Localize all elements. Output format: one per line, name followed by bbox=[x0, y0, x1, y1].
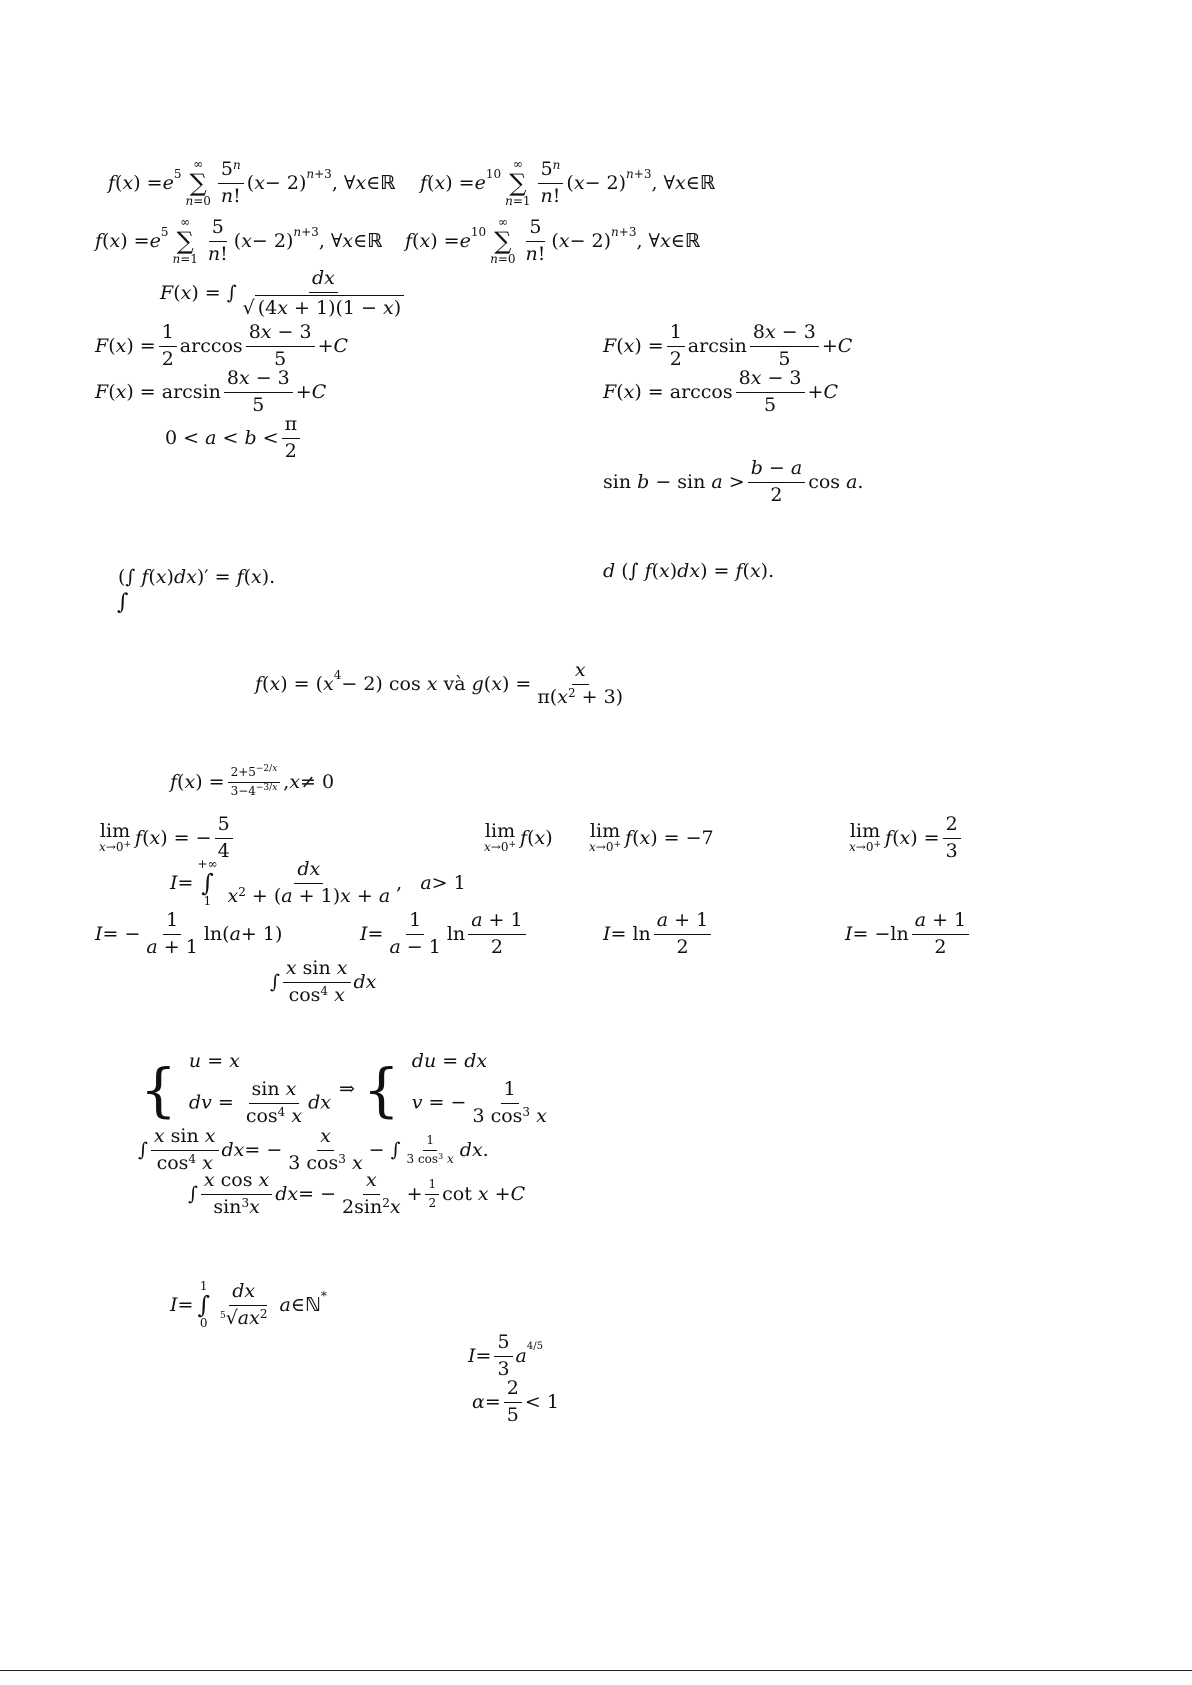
equation-l8b: d (∫ f ( x ) dx ) = f ( x ). bbox=[603, 560, 775, 582]
equation-l12: I = +∞ ∫ 1 $\frac{dx}{x^2 + (a + 1)x + a}$ , a > 1 bbox=[170, 857, 466, 909]
equation-l4b: F ( x ) = $\frac{1}{2}$ arcsin $\frac{8x - 3}{5}$ + C bbox=[603, 321, 853, 370]
equation-l1b: f ( x ) = e 10 ∞ ∑ n=1 $\frac{5^n}{n!}$ ( x − 2) n+3 , ∀ x ∈ ℝ bbox=[420, 157, 716, 209]
equation-l4a: F ( x ) = $\frac{1}{2}$ arccos $\frac{8x - 3}{5}$ + C bbox=[95, 321, 349, 370]
equation-l16: ∫ $\frac{\text{x sin x}}{\cos^4 x}$ dx = − $\frac{x}{3 \cos^3 x}$ − ∫ $\frac{1}{3 \cos^3 x}$ dx . bbox=[138, 1125, 489, 1174]
equation-l2a: f ( x ) = e 5 ∞ ∑ n=1 $\frac{5}{n!}$ ( x − 2) n+3 , ∀ x ∈ ℝ bbox=[95, 215, 383, 267]
equation-l10: f ( x ) = $\frac{2+5^{-2/x}}{3-4^{-3/x}}$ , x ≠ 0 bbox=[170, 764, 335, 798]
equation-l13d: I = −ln $\frac{a + 1}{2}$ bbox=[845, 910, 972, 959]
equation-l14: ∫ $\frac{\text{x sin x}}{\cos^4 x}$ dx bbox=[270, 957, 377, 1006]
equation-l8a: (∫ f ( x ) dx )′ = f ( x ). bbox=[118, 566, 276, 588]
equation-l11a: lim x→0+ f ( x ) = − $\frac{5}{4}$ bbox=[95, 814, 236, 863]
equation-l5b: F ( x ) = arccos $\frac{8x - 3}{5}$ + C bbox=[603, 367, 838, 416]
equation-l11d: lim x→0+ f ( x ) = $\frac{2}{3}$ bbox=[845, 814, 964, 863]
integral-sign-stray: ∫ bbox=[117, 590, 129, 615]
equation-l19: I = $\frac{5}{3}$ a 4/5 bbox=[468, 1331, 543, 1380]
equation-l20: α = $\frac{2}{5}$ < 1 bbox=[472, 1377, 559, 1426]
equation-l13b: I = $\frac{1}{a - 1}$ ln $\frac{a + 1}{2}$ bbox=[360, 910, 529, 959]
equation-l15: { u = x dv = $\frac{\text{sin x}}{\cos^4 x}$ dx ⇒ { du = dx v = − $\frac{1}{3 \cos^3 x}$ bbox=[140, 1050, 547, 1127]
page-bottom-rule bbox=[0, 1670, 1192, 1671]
equation-l11c: lim x→0+ f ( x ) = −7 bbox=[589, 820, 714, 854]
equation-l5a: F ( x ) = arcsin $\frac{8x - 3}{5}$ + C bbox=[95, 367, 327, 416]
equation-l13c: I = ln $\frac{a + 1}{2}$ bbox=[603, 910, 714, 959]
equation-l6: 0 < a < b < $\frac{\pi}{2}$ bbox=[165, 414, 303, 463]
equation-l11b: lim x→0+ f ( x ) bbox=[484, 820, 553, 854]
equation-l17: ∫ $\frac{\text{x cos x}}{\sin^3x}$ dx = − $\frac{x}{2\sin^2x}$ + $\frac{1}{2}$ cot x + C bbox=[188, 1169, 526, 1218]
equation-l18: I = 1 ∫ 0 $\frac{dx}{^5√ax^2}$ a ∈ ℕ * bbox=[170, 1279, 327, 1331]
equation-l9: f ( x ) = ( x 4 − 2) cos x và g ( x ) = $\frac{x}{\pi(x^2 + 3)}$ bbox=[255, 659, 624, 708]
equation-l1a: f ( x ) = e 5 ∞ ∑ n=0 $\frac{5^n}{n!}$ ( x − 2) n+3 , ∀ x ∈ ℝ bbox=[108, 157, 396, 209]
equation-l13a: I = − $\frac{1}{a + 1}$ ln( a + 1) bbox=[95, 909, 283, 958]
equation-l2b: f ( x ) = e 10 ∞ ∑ n=0 $\frac{5}{n!}$ ( x − 2) n+3 , ∀ x ∈ ℝ bbox=[405, 215, 701, 267]
equation-l3: F ( x ) = ∫ dx √ (4x + 1)(1 − x) bbox=[160, 268, 410, 320]
equation-l7: sin b − sin a > $\frac{b - a}{2}$ cos a . bbox=[603, 457, 864, 506]
